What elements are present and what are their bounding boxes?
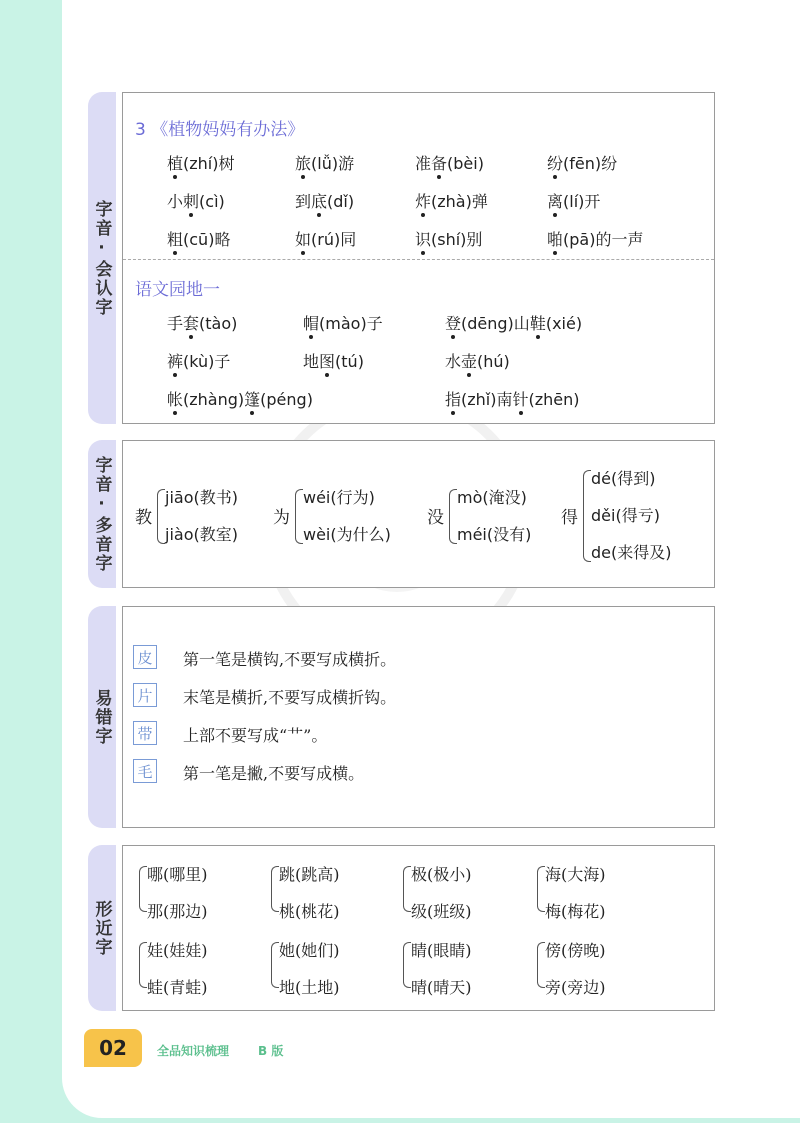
garden-text: 水 (445, 352, 462, 371)
vocab-text: 别 (466, 230, 483, 249)
polyphone-reading: mò(淹没) (457, 487, 527, 507)
book-title: 全品知识梳理 (157, 1044, 230, 1058)
similar-word: 地(土地) (279, 978, 340, 997)
garden-text: 地 (303, 352, 320, 371)
garden-item (303, 311, 383, 334)
garden-text: 手 (167, 314, 184, 333)
similar-brace (403, 942, 411, 988)
polyphone-char: 为 (273, 508, 290, 528)
vocab-target-char: 啪 (547, 230, 564, 249)
garden-target-char: 帐 (167, 390, 184, 409)
similar-word: 晴(晴天) (411, 978, 472, 997)
vocab-pinyin: (lí) (563, 192, 585, 211)
garden-target-char: 针 (512, 390, 529, 409)
section-box-pronunciation (122, 92, 715, 424)
similar-word: 那(那边) (147, 902, 208, 921)
polyphone-brace (295, 489, 303, 544)
vocab-item (295, 189, 354, 212)
garden-item (167, 387, 313, 410)
similar-word: 梅(梅花) (545, 902, 606, 921)
garden-item (303, 349, 364, 372)
garden-pinyin: (zhēn) (528, 390, 580, 409)
error-note: 末笔是横折,不要写成横折钩。 (183, 688, 397, 707)
vocab-pinyin: (fēn) (563, 154, 602, 173)
polyphone-reading: jiào(教室) (165, 524, 238, 544)
section-box-polyphone (122, 440, 715, 588)
section-tab-polyphone (88, 440, 116, 588)
vocab-text: 游 (338, 154, 355, 173)
vocab-item (295, 227, 356, 250)
polyphone-char: 得 (561, 508, 578, 528)
vocab-pinyin: (shí) (431, 230, 467, 249)
section-tab-label: 字音·会认字 (91, 199, 112, 317)
polyphone-reading: děi(得亏) (591, 506, 660, 525)
vocab-text: 弹 (471, 192, 488, 211)
similar-word: 她(她们) (279, 941, 340, 960)
similar-word: 傍(傍晚) (545, 941, 606, 960)
garden-target-char: 鞋 (529, 314, 546, 333)
vocab-text: 略 (214, 230, 231, 249)
vocab-pinyin: (lǚ) (311, 154, 339, 173)
error-note: 第一笔是横钩,不要写成横折。 (183, 650, 397, 669)
polyphone-reading: dé(得到) (591, 469, 656, 488)
section-tab-label: 易错字 (91, 688, 112, 746)
vocab-target-char: 纷 (547, 154, 564, 173)
section-tab-errors (88, 606, 116, 828)
garden-pinyin: (xié) (545, 314, 583, 333)
garden-pinyin: (hú) (477, 352, 510, 371)
similar-brace (537, 866, 545, 912)
similar-word: 睛(眼睛) (411, 941, 472, 960)
similar-brace (537, 942, 545, 988)
garden-text: 南 (496, 390, 513, 409)
similar-word: 旁(旁边) (545, 978, 606, 997)
similar-word: 极(极小) (411, 865, 472, 884)
vocab-item (295, 151, 354, 174)
vocab-item (415, 227, 482, 250)
error-char-box: 皮 (133, 645, 157, 669)
page-number: 02 (84, 1029, 142, 1067)
vocab-target-char: 旅 (295, 154, 312, 173)
vocab-item (167, 189, 225, 212)
vocab-target-char: 植 (167, 154, 184, 173)
similar-brace (139, 866, 147, 912)
section-box-similar (122, 845, 715, 1011)
garden-target-char: 图 (319, 352, 336, 371)
vocab-item (415, 189, 488, 212)
dashed-divider (123, 259, 714, 260)
garden-target-char: 壶 (461, 352, 478, 371)
garden-item (167, 349, 230, 372)
vocab-pinyin: (zhí) (183, 154, 219, 173)
error-note: 第一笔是撇,不要写成横。 (183, 764, 365, 783)
similar-word: 级(班级) (411, 902, 472, 921)
vocab-target-char: 底 (311, 192, 328, 211)
garden-pinyin: (dēng) (461, 314, 514, 333)
vocab-pinyin: (bèi) (447, 154, 484, 173)
vocab-item (167, 151, 235, 174)
polyphone-brace (449, 489, 457, 544)
vocab-target-char: 炸 (415, 192, 432, 211)
vocab-target-char: 离 (547, 192, 564, 211)
garden-item (445, 311, 582, 334)
vocab-target-char: 备 (431, 154, 448, 173)
error-char-box: 毛 (133, 759, 157, 783)
vocab-text: 准 (415, 154, 432, 173)
garden-title: 语文园地一 (135, 280, 220, 300)
garden-item (445, 387, 580, 410)
polyphone-reading: wèi(为什么) (303, 524, 391, 544)
similar-word: 娃(娃娃) (147, 941, 208, 960)
vocab-text: 小 (167, 192, 184, 211)
similar-word: 桃(桃花) (279, 902, 340, 921)
vocab-item (547, 227, 643, 250)
section-tab-label: 形近字 (91, 899, 112, 957)
polyphone-reading: jiāo(教书) (165, 487, 238, 507)
garden-text: 子 (214, 352, 231, 371)
polyphone-brace (583, 470, 591, 562)
similar-brace (403, 866, 411, 912)
vocab-text: 同 (340, 230, 357, 249)
section-tab-similar (88, 845, 116, 1011)
polyphone-reading: méi(没有) (457, 524, 532, 544)
garden-target-char: 裤 (167, 352, 184, 371)
polyphone-brace (157, 489, 165, 544)
garden-text: 子 (366, 314, 383, 333)
similar-word: 跳(跳高) (279, 865, 340, 884)
garden-target-char: 套 (183, 314, 200, 333)
similar-word: 海(大海) (545, 865, 606, 884)
polyphone-reading: de(来得及) (591, 543, 672, 562)
section-tab-pronunciation (88, 92, 116, 424)
garden-item (445, 349, 510, 372)
vocab-text: 开 (584, 192, 601, 211)
vocab-text: 树 (218, 154, 235, 173)
similar-brace (271, 866, 279, 912)
vocab-text: 的一声 (595, 230, 644, 249)
garden-pinyin: (tú) (335, 352, 364, 371)
similar-brace (271, 942, 279, 988)
garden-target-char: 篷 (244, 390, 261, 409)
garden-pinyin: (mào) (319, 314, 367, 333)
vocab-pinyin: (dǐ) (327, 192, 355, 211)
vocab-target-char: 识 (415, 230, 432, 249)
error-note: 上部不要写成“艹”。 (183, 726, 328, 745)
garden-text: 山 (513, 314, 530, 333)
similar-word: 蛙(青蛙) (147, 978, 208, 997)
vocab-item (415, 151, 484, 174)
book-version: B 版 (258, 1044, 284, 1058)
garden-pinyin: (péng) (260, 390, 313, 409)
section-tab-label: 字音·多音字 (91, 455, 112, 573)
garden-pinyin: (tào) (199, 314, 238, 333)
polyphone-reading: wéi(行为) (303, 487, 375, 507)
garden-pinyin: (kù) (183, 352, 215, 371)
similar-brace (139, 942, 147, 988)
error-char-box: 带 (133, 721, 157, 745)
section-box-errors (122, 606, 715, 828)
vocab-text: 到 (295, 192, 312, 211)
vocab-pinyin: (cū) (183, 230, 215, 249)
vocab-pinyin: (cì) (199, 192, 225, 211)
garden-item (167, 311, 237, 334)
garden-target-char: 帽 (303, 314, 320, 333)
vocab-target-char: 粗 (167, 230, 184, 249)
polyphone-char: 教 (135, 508, 152, 528)
garden-pinyin: (zhàng) (183, 390, 245, 409)
vocab-target-char: 刺 (183, 192, 200, 211)
error-char-box: 片 (133, 683, 157, 707)
garden-pinyin: (zhǐ) (461, 390, 497, 409)
vocab-pinyin: (zhà) (431, 192, 472, 211)
vocab-item (547, 151, 617, 174)
vocab-pinyin: (rú) (311, 230, 341, 249)
similar-word: 哪(哪里) (147, 865, 208, 884)
polyphone-char: 没 (427, 508, 444, 528)
vocab-target-char: 如 (295, 230, 312, 249)
vocab-item (547, 189, 600, 212)
vocab-text: 纷 (601, 154, 618, 173)
vocab-item (167, 227, 230, 250)
garden-target-char: 指 (445, 390, 462, 409)
vocab-pinyin: (pā) (563, 230, 596, 249)
garden-target-char: 登 (445, 314, 462, 333)
lesson-title: 3 《植物妈妈有办法》 (135, 120, 305, 140)
